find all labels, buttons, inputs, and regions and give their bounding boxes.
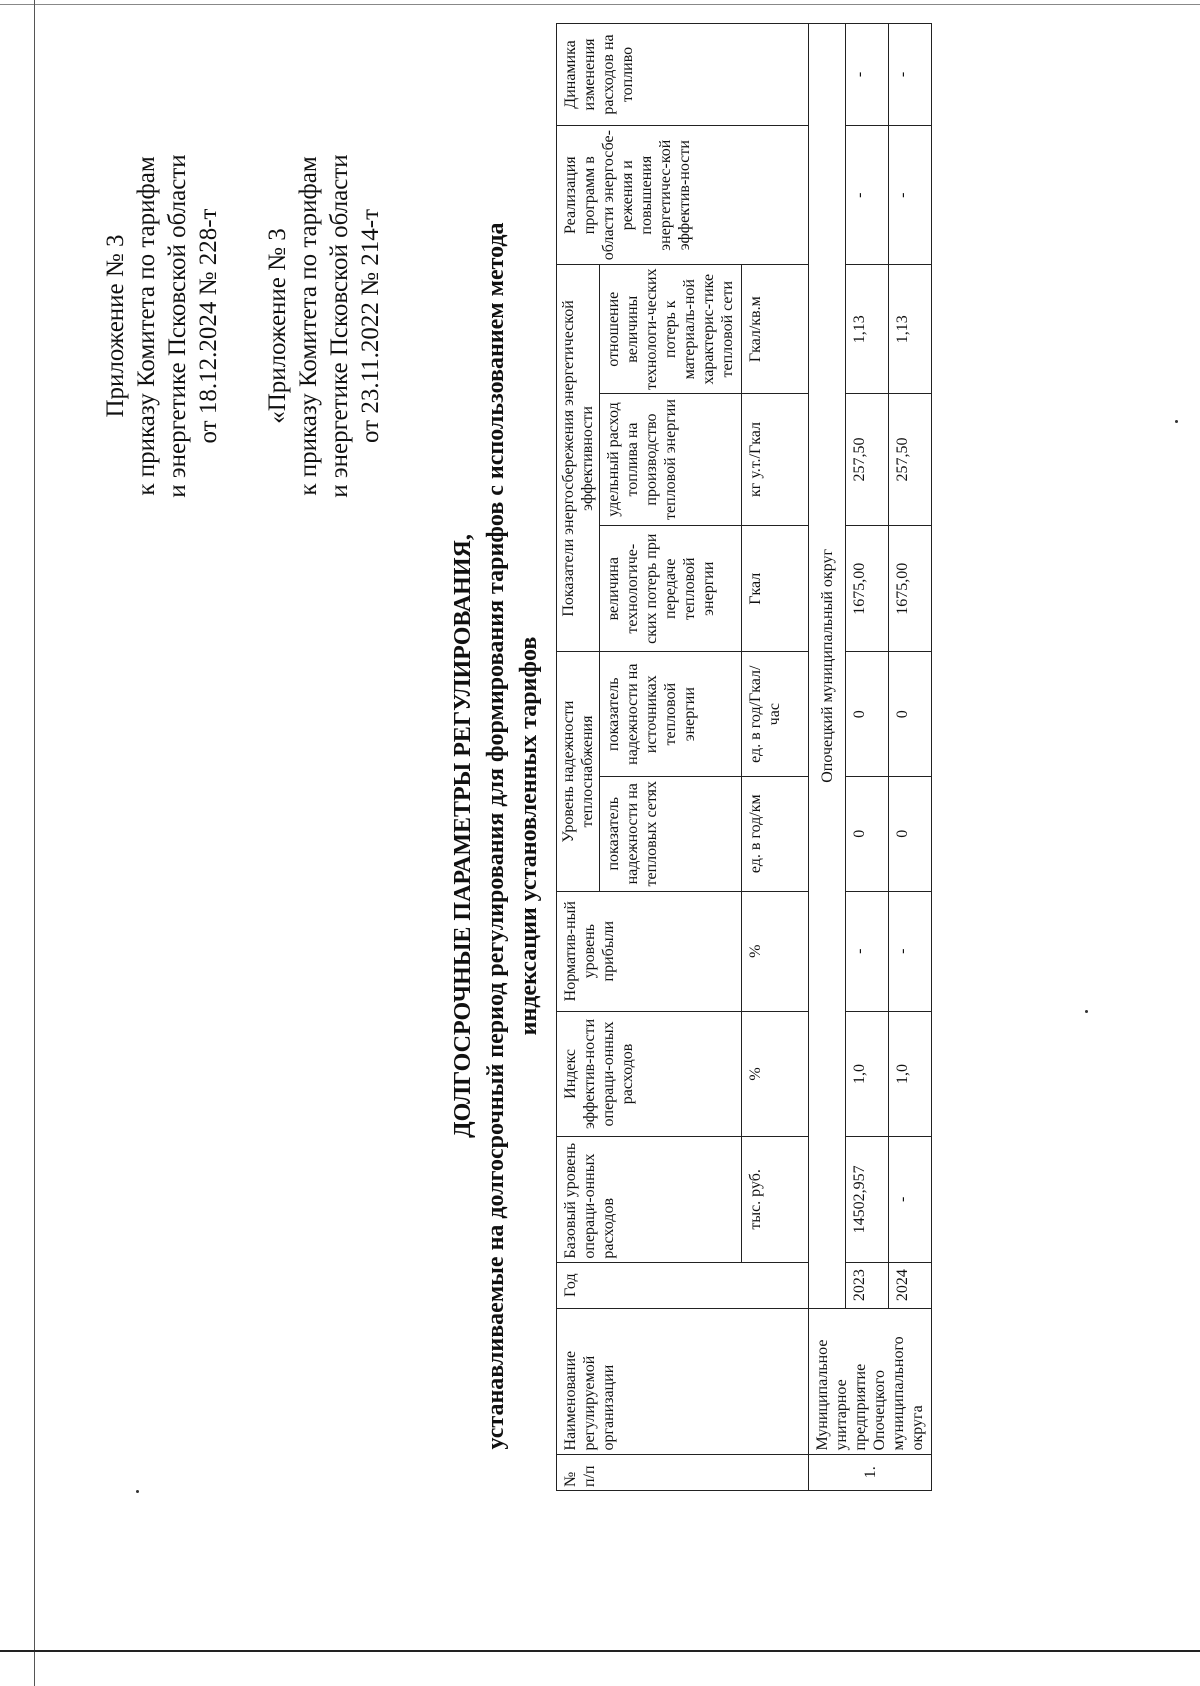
cell-efficiency-index: 1,0 [889,1011,932,1136]
document-title: ДОЛГОСРОЧНЫЕ ПАРАМЕТРЫ РЕГУЛИРОВАНИЯ, [450,534,476,1138]
appendix-line: к приказу Комитета по тарифам [133,156,160,496]
appendix-line: «Приложение № 3 [264,228,291,424]
unit-losses: Гкал [742,525,809,652]
table-row [889,24,932,1491]
header-org: Наименование регулируемой организации [557,1308,809,1454]
cell-reliability-networks: 0 [846,776,889,891]
cell-energy-programs: - [846,125,889,264]
cell-reliability-sources: 0 [889,652,932,776]
header-reliability-sources: показатель надежности на источниках тепловой энергии [600,652,742,776]
header-reliability-group: Уровень надежности теплоснабжения [557,652,600,891]
header-fuel-rate: удельный расход топлива на производство тепловой энергии [600,394,742,526]
appendix-block-old [262,66,386,586]
appendix-line: к приказу Комитета по тарифам [295,156,322,496]
header-loss-ratio: отношение величины технологи-ческих потерь к материаль-ной характерис-тике тепловой сети [600,265,742,394]
cell-fuel-rate: 257,50 [846,394,889,526]
appendix-line: и энергетике Псковской области [164,154,191,498]
unit-efficiency-index: % [742,1011,809,1136]
cell-year: 2023 [846,1262,889,1308]
cell-fuel-rate: 257,50 [889,394,932,526]
cell-base-opex: 14502,957 [846,1137,889,1262]
cell-fuel-dynamics: - [846,24,889,126]
unit-base-opex: тыс. руб. [742,1137,809,1262]
cell-fuel-dynamics: - [889,24,932,126]
unit-fuel-rate: кг у.т./Гкал [742,394,809,526]
document-subtitle-2: индексации установленных тарифов [516,636,542,1036]
header-num: № п/п [557,1454,809,1490]
rotated-page-content [0,16,1200,1656]
cell-year: 2024 [889,1262,932,1308]
cell-losses: 1675,00 [889,525,932,652]
document-subtitle: устанавливаемые на долгосрочный период регулирования для формирования тарифов с использованием метода [483,222,509,1450]
unit-reliability-networks: ед. в год/км [742,776,809,891]
header-efficiency-index: Индекс эффектив-ности операци-онных расходов [557,1011,742,1136]
page-edge-top [0,4,1200,5]
appendix-line: от 18.12.2024 № 228-т [195,208,222,444]
org-number: 1. [809,1454,932,1490]
unit-normative-profit: % [742,891,809,1011]
appendix-line: Приложение № 3 [102,234,129,418]
cell-base-opex: - [889,1137,932,1262]
appendix-block-new [100,66,224,586]
parameters-table [556,23,932,1491]
unit-loss-ratio: Гкал/кв.м [742,265,809,394]
header-losses: величина технологиче-ских потерь при передаче тепловой энергии [600,525,742,652]
header-reliability-networks: показатель надежности на тепловых сетях [600,776,742,891]
cell-energy-programs: - [889,125,932,264]
cell-losses: 1675,00 [846,525,889,652]
table-row [846,24,889,1491]
header-year: Год [557,1262,809,1308]
unit-reliability-sources: ед. в год/Гкал/час [742,652,809,776]
appendix-line: и энергетике Псковской области [326,154,353,498]
cell-normative-profit: - [889,891,932,1011]
cell-efficiency-index: 1,0 [846,1011,889,1136]
cell-loss-ratio: 1,13 [889,265,932,394]
cell-reliability-networks: 0 [889,776,932,891]
header-normative-profit: Норматив-ный уровень прибыли [557,891,742,1011]
header-fuel-dynamics: Динамика изменения расходов на топливо [557,24,809,126]
cell-reliability-sources: 0 [846,652,889,776]
header-energy-programs: Реализация программ в области энергосбе-режения и повышения энергетичес-кой эффектив-ности [557,125,809,264]
header-base-opex: Базовый уровень операци-онных расходов [557,1137,742,1262]
cell-loss-ratio: 1,13 [846,265,889,394]
header-energy-group: Показатели энергосбережения энергетической эффективности [557,265,600,652]
appendix-line: от 23.11.2022 № 214-т [357,208,384,444]
group-row-district: Опочецкий муниципальный округ [809,24,846,1309]
org-name: Муниципальное унитарное предприятие Опочецкого муниципального округа [809,1308,932,1454]
cell-normative-profit: - [846,891,889,1011]
